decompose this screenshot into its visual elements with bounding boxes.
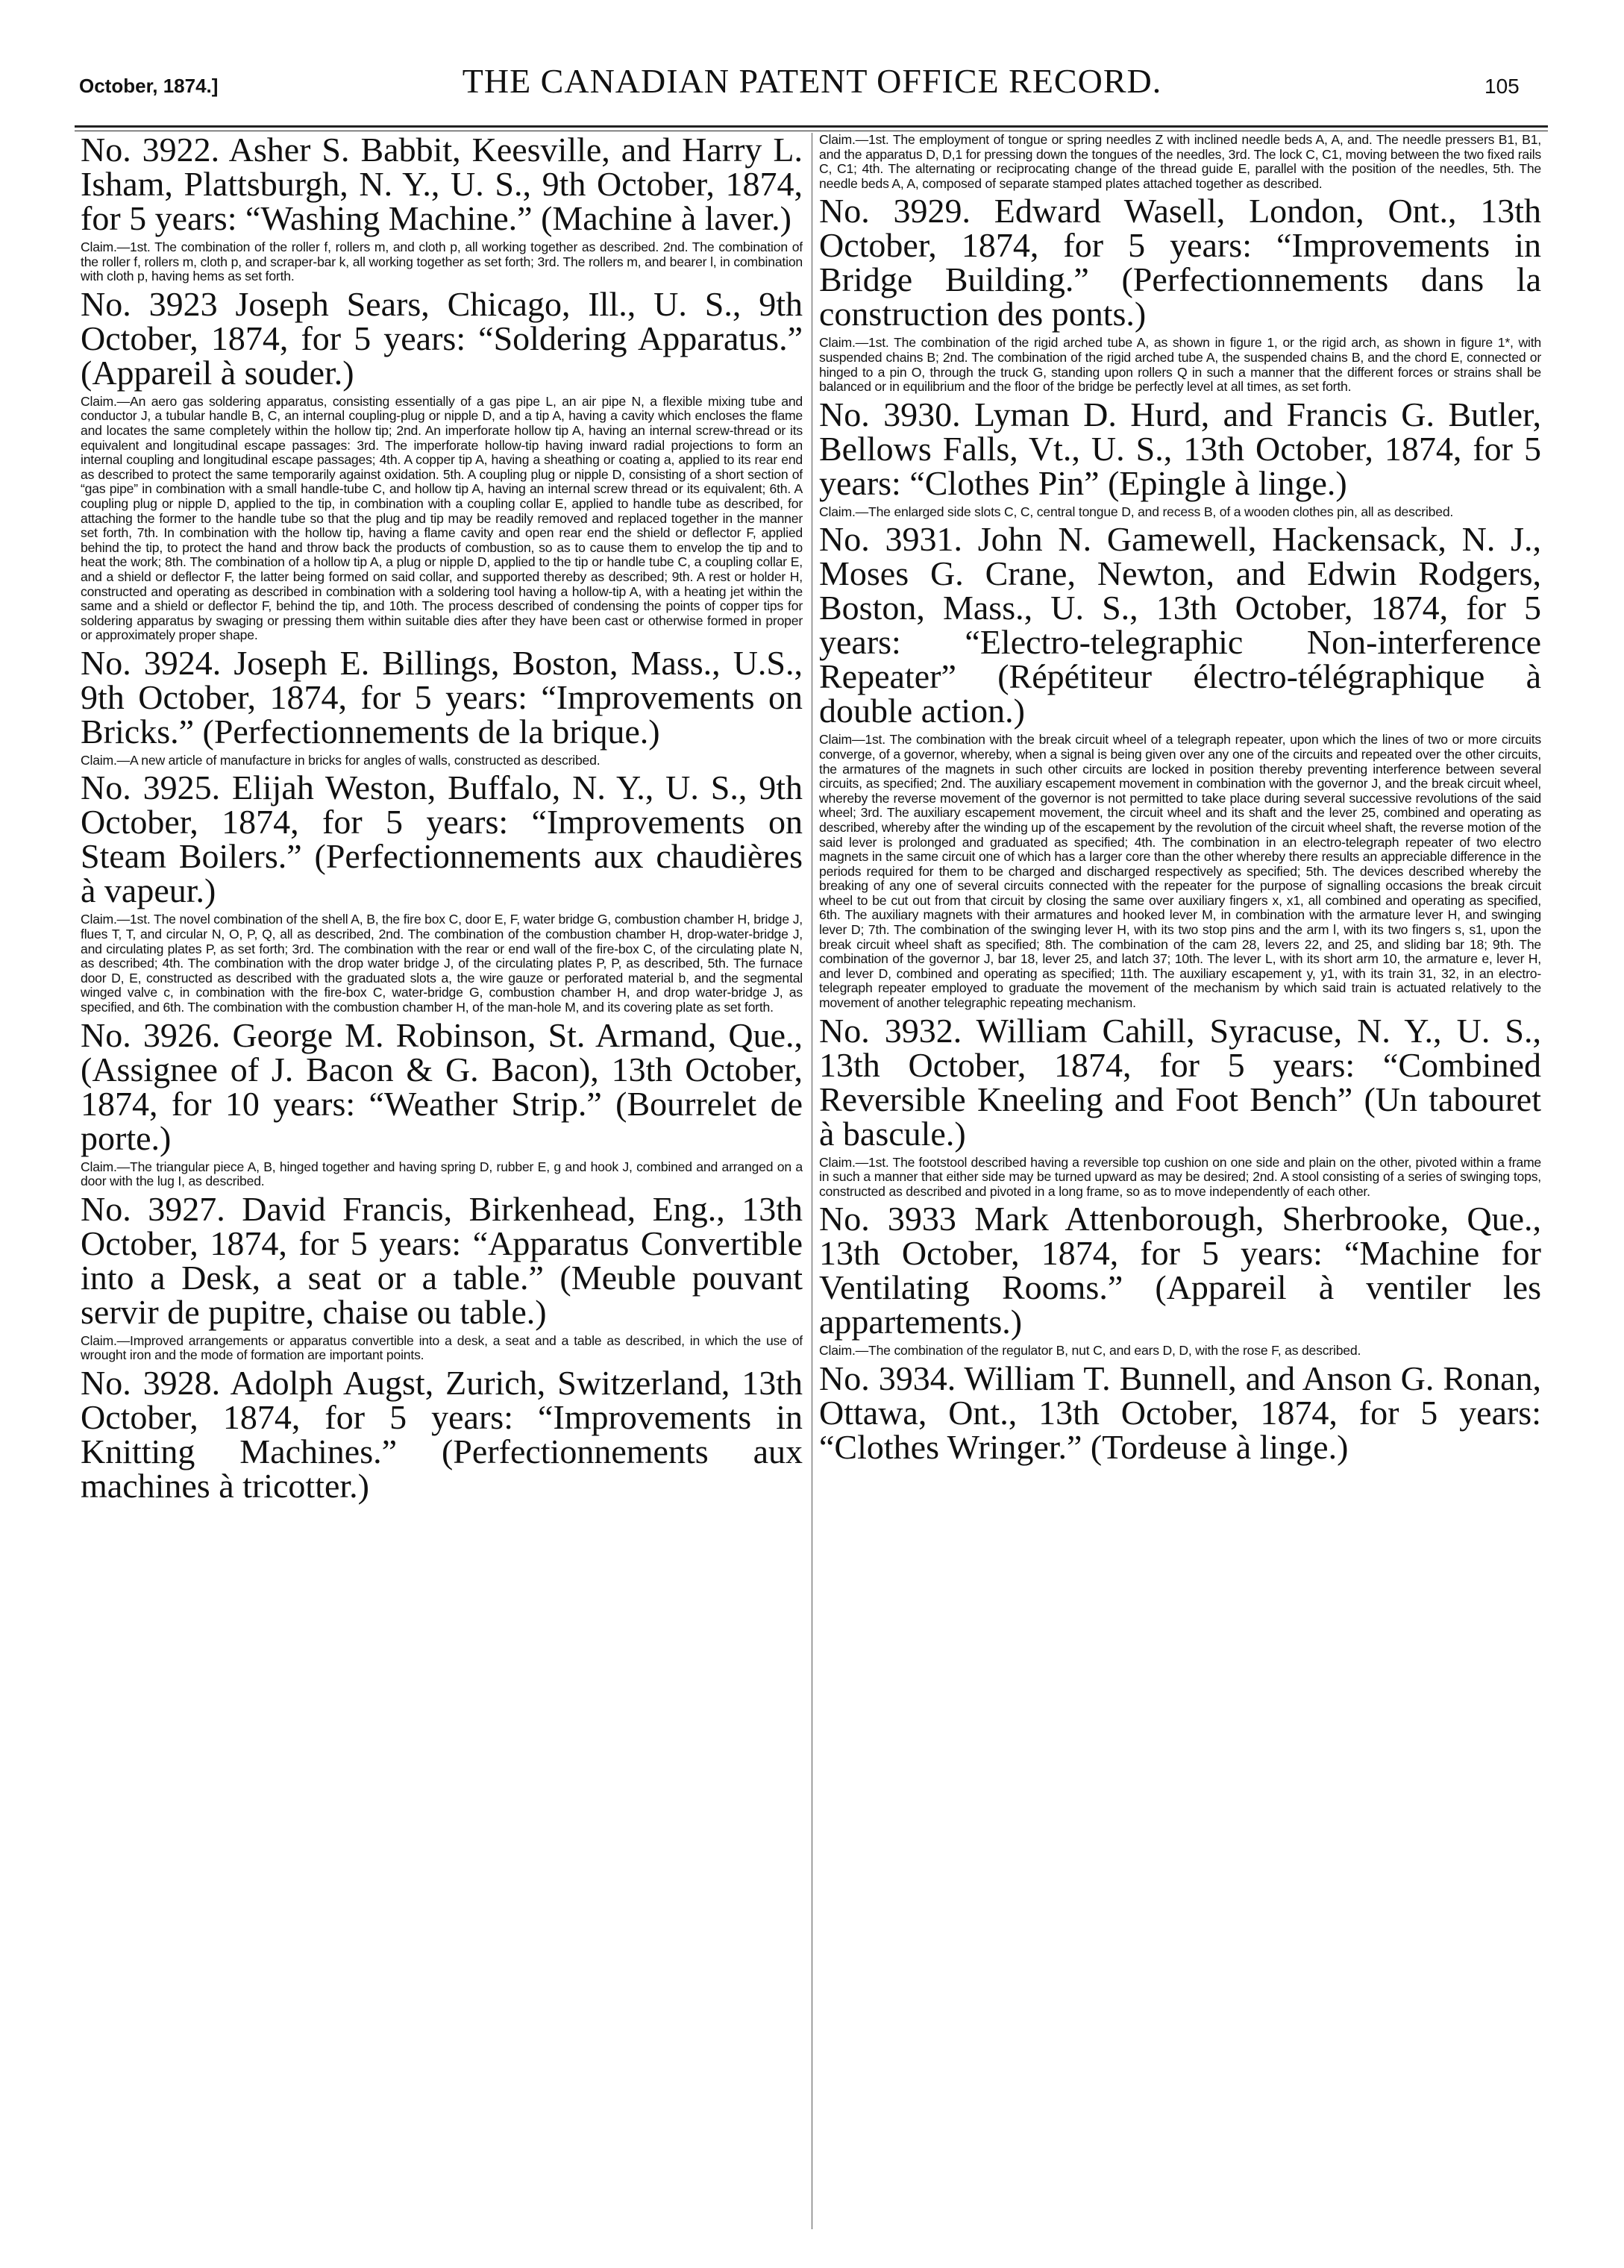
journal-title: THE CANADIAN PATENT OFFICE RECORD. [462,62,1162,100]
patent-claim: Claim.—1st. The footstool described having a reversible top cushion on one side and plain on the other, pivoted within a frame in such a manner that either side may be turned upward as may be desired; 2nd. A stool consisting of a series of swinging tops, constructed as described and pivoted in a long frame, so as to move independently of each other. [819,1154,1541,1199]
patent-heading: No. 3926. George M. Robinson, St. Armand, Que., (Assignee of J. Bacon & G. Bacon), 13th October, 1874, for 10 years: “Weather Strip.” (Bourrelet de porte.) [81,1015,803,1157]
patent-heading: No. 3931. John N. Gamewell, Hackensack, N. J., Moses G. Crane, Newton, and Edwin Rodgers, Boston, Mass., U. S., 13th October, 1874, for 5 years: “Electro-telegraphic Non-interference Repeater” (Répétiteur électro-télégraphique à double action.) [819,520,1541,730]
patent-entry-3922 [81,133,803,284]
page-header [0,0,1624,131]
patent-heading: No. 3934. William T. Bunnell, and Anson G. Ronan, Ottawa, Ont., 13th October, 1874, for 5 years: “Clothes Wringer.” (Tordeuse à linge.) [819,1359,1541,1466]
patent-entry-3933 [819,1202,1541,1359]
patent-claim: Claim.—1st. The employment of tongue or spring needles Z with inclined needle beds A, A, and. The needle pressers B1, B1, and the apparatus D, D,1 for pressing down the tongues of the needles, 3rd. The lock C, C1, moving between the two fixed rails C, C1; 4th. The alternating or reciprocating change of the thread guide E, parallel with the position of the needles, 5th. The needle beds A, A, composed of separate stamped plates attached together as described. [819,133,1541,191]
patent-heading: No. 3927. David Francis, Birkenhead, Eng., 13th October, 1874, for 5 years: “Apparatus Convertible into a Desk, a seat or a table.” (Meuble pouvant servir de pupitre, chaise ou table.) [81,1189,803,1331]
patent-heading: No. 3928. Adolph Augst, Zurich, Switzerland, 13th October, 1874, for 5 years: “Improvements in Knitting Machines.” (Perfectionnements aux machines à tricotter.) [81,1364,803,1505]
patent-entry-3923 [81,284,803,643]
patent-entry-3926 [81,1015,803,1189]
patent-entry-3934 [819,1359,1541,1466]
patent-entry-3932 [819,1011,1541,1200]
patent-claim: Claim.—An aero gas soldering apparatus, consisting essentially of a gas pipe L, an air pipe N, a flexible mixing tube and conductor J, a tubular handle B, C, an internal coupling-plug or nipple D, and a tip A, having a cavity which encloses the flame and locates the same completely within the hollow tip; 2nd. An imperforate hollow tip A, having an internal screw-thread or its equivalent and longitudinal escape passages: 3rd. The imperforate hollow-tip having inward radial projections to form an internal coupling and longitudinal escape passages; 4th. A copper tip A, having a sheathing or coating a, applied to its rear end as described to protect the same temporarily against oxidation. 5th. A coupling plug or nipple D, consisting of a short section of “gas pipe” in combination with a small handle-tube C, and hollow tip A, having an internal screw thread or its equivalent; 6th. A coupling plug or nipple D, applied to the tip, in combination with a coupling collar E, applied to handle tube as described, for attaching the former to the handle tube so that the plug and tip may be readily removed and replaced together in the manner set forth, 7th. In combination with the hollow tip, having a flame cavity and open rear end the shield or deflector F, applied behind the tip, to protect the hand and throw back the products of combustion, so as to cause them to envelop the tip and to heat the work; 8th. The combination of a hollow tip A, a plug or nipple D, applied to the tip or handle tube C, a coupling collar E, and a shield or deflector F, the latter being formed on said collar, and supported thereby as described; 9th. A rest or holder H, constructed and operating as described in combination with a soldering tool having a hollow-tip A, with a heating jet within the same and a shield or deflector F, behind the tip, and 10th. The process described of condensing the points of copper tips for soldering apparatus by swaging or pressing them within suitable dies after they have been cast or otherwise formed in proper or approximately proper shape. [81,393,803,643]
patent-entry-3928-continued [819,133,1541,191]
right-column [819,133,1541,2252]
patent-entry-3927 [81,1189,803,1363]
patent-heading: No. 3923 Joseph Sears, Chicago, Ill., U. S., 9th October, 1874, for 5 years: “Soldering Apparatus.” (Appareil à souder.) [81,284,803,392]
patent-entry-3925 [81,768,803,1015]
header-rule-thick [75,125,1548,128]
patent-entry-3930 [819,395,1541,520]
left-column [81,133,803,2252]
patent-claim: Claim.—A new article of manufacture in bricks for angles of walls, constructed as described. [81,752,601,768]
patent-claim: Claim.—1st. The novel combination of the shell A, B, the fire box C, door E, F, water bridge G, combustion chamber H, bridge J, flues T, T, and circular N, O, P, Q, all as described, 2nd. The combination of the combustion chamber H, drop-water-bridge J, and circulating plates P, as set forth; 3rd. The combination with the rear or end wall of the fire-box C, of the circulating plate N, as described; 4th. The combination with the drop water bridge J, of the circulating plates P, P, as described, 5th. The furnace door D, E, constructed as described with the graduated slots a, the wire gauze or perforated material b, and the segmental winged valve c, in combination with the fire-box C, water-bridge G, combustion chamber H, and drop water-bridge J, as specified, and 6th. The combination with the combustion chamber H, of the man-hole M, and its covering plate as set forth. [81,912,803,1015]
patent-claim: Claim.—The triangular piece A, B, hinged together and having spring D, rubber E, g and hook J, combined and arranged on a door with the lug I, as described. [81,1159,803,1189]
patent-claim: Claim.—1st. The combination of the roller f, rollers m, and cloth p, all working together as described. 2nd. The combination of the roller f, rollers m, cloth p, and scraper-bar k, all working together as set forth; 3rd. The rollers m, and bearer l, in combination with cloth p, having hems as set forth. [81,239,803,284]
issue-date: October, 1874.] [79,75,219,97]
patent-entry-3928 [81,1366,803,1503]
patent-entry-3929 [819,194,1541,394]
patent-entry-3931 [819,522,1541,1010]
patent-heading: No. 3930. Lyman D. Hurd, and Francis G. Butler, Bellows Falls, Vt., U. S., 13th October, 1874, for 5 years: “Clothes Pin” (Epingle à linge.) [819,395,1541,502]
patent-claim: Claim.—The enlarged side slots C, C, central tongue D, and recess B, of a wooden clothes pin, all as described. [819,504,1454,519]
patent-heading: No. 3933 Mark Attenborough, Sherbrooke, Que., 13th October, 1874, for 5 years: “Machine for Ventilating Rooms.” (Appareil à ventiler les appartements.) [819,1200,1541,1341]
page-number: 105 [1485,75,1520,98]
patent-claim: Claim.—The combination of the regulator B, nut C, and ears D, D, with the rose F, as described. [819,1343,1361,1359]
patent-entry-3924 [81,643,803,768]
patent-heading: No. 3925. Elijah Weston, Buffalo, N. Y., U. S., 9th October, 1874, for 5 years: “Improvements on Steam Boilers.” (Perfectionnements aux chaudières à vapeur.) [81,768,803,910]
patent-heading: No. 3929. Edward Wasell, London, Ont., 13th October, 1874, for 5 years: “Improvements in Bridge Building.” (Perfectionnements dans la construction des ponts.) [819,192,1541,333]
patent-heading: No. 3924. Joseph E. Billings, Boston, Mass., U.S., 9th October, 1874, for 5 years: “Improvements on Bricks.” (Perfectionnements de la brique.) [81,643,803,751]
patent-claim: Claim.—Improved arrangements or apparatus convertible into a desk, a seat and a table as described, in which the use of wrought iron and the mode of formation are important points. [81,1332,803,1363]
patent-heading: No. 3932. William Cahill, Syracuse, N. Y., U. S., 13th October, 1874, for 5 years: “Combined Reversible Kneeling and Foot Bench” (Un tabouret à bascule.) [819,1011,1541,1153]
patent-claim: Claim—1st. The combination with the break circuit wheel of a telegraph repeater, upon which the lines of two or more circuits converge, of a governor, whereby, when a signal is being given over any one of the circuits and repeated over the other circuits, the armatures of the magnets in such other circuits are locked in position thereby preventing interference between several circuits, as specified; 2nd. The auxiliary escapement movement in combination with the governor J, and the break circuit wheel, whereby the reverse movement of the governor is not permitted to take place during several successive revolutions of the said wheel; 3rd. The auxiliary escapement movement, the circuit wheel and its shaft and the lever 25, combined and operating as described, whereby after the winding up of the escapement by the revolution of the circuit wheel shaft, the reverse motion of the said lever is prolonged and graduated as specified; 4th. The combination in an electro-telegraph repeater of two electro magnets in the same circuit one of which has a larger core than the other whereby there results an appreciable difference in the periods required for them to be charged and discharged respectively as specified; 5th. The devices described whereby the breaking of any one of several circuits connected with the repeater for the purpose of signalling occasions the break circuit wheel to be cut out from that circuit by closing the same over auxiliary fingers x, x1, all combined and operating as specified, 6th. The auxiliary magnets with their armatures and hooked lever M, in combination with the armature lever H, and swinging lever D; 7th. The combination of the swinging lever H, with its two stop pins and the arm l, with its two fingers s, s1, upon the break circuit wheel shaft as specified; 8th. The combination of the cam 28, levers 22, and 25, and sliding bar 18; 9th. The combination of the governor J, bar 18, lever 25, and latch 37; 10th. The lever L, with its short arm 10, the armature e, lever H, and lever D, combined and operating as specified; 11th. The auxiliary escapement y, y1, with its train 31, 32, in an electro-telegraph repeater employed to graduate the movement of the mechanism by which said train is actuated relatively to the movement of another telegraphic repeating mechanism. [819,732,1541,1011]
patent-claim: Claim.—1st. The combination of the rigid arched tube A, as shown in figure 1, or the rigid arch, as shown in figure 1*, with suspended chains B; 2nd. The combination of the rigid arched tube A, the suspended chains B, and the chord E, connected or hinged to a pin O, through the truck G, standing upon rollers Q in such a manner that the different forces or strains shall be balanced or in equilibrium and the floor of the bridge be perfectly level at all times, as set forth. [819,335,1541,395]
patent-heading: No. 3922. Asher S. Babbit, Keesville, and Harry L. Isham, Plattsburgh, N. Y., U. S., 9th October, 1874, for 5 years: “Washing Machine.” (Machine à laver.) [81,133,803,237]
